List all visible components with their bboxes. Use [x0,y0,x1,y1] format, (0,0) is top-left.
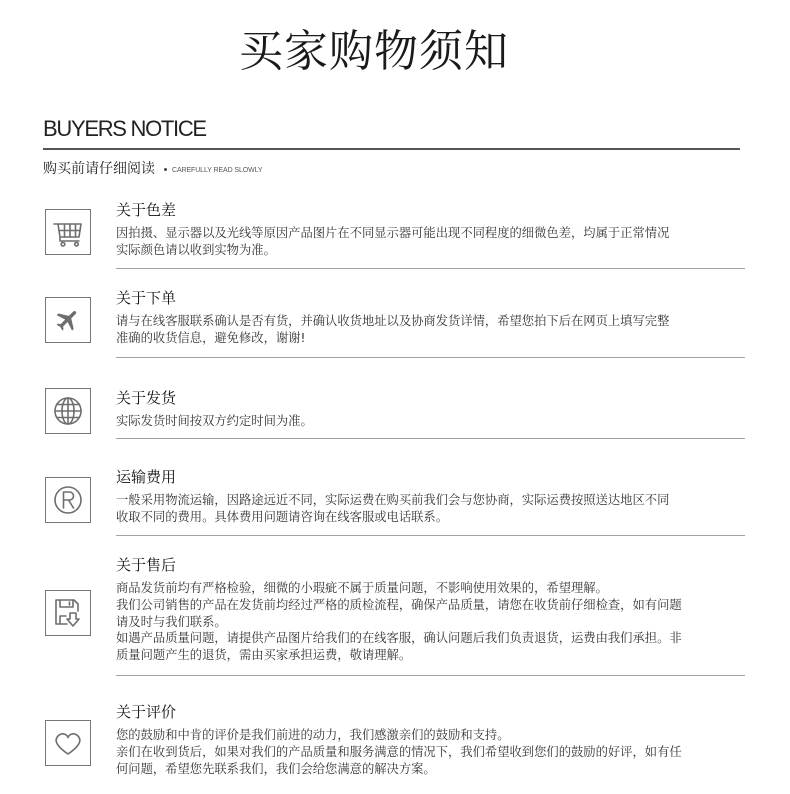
section-title: 运输费用 [116,468,177,486]
page-title: 买家购物须知 [239,26,509,77]
body-line: 商品发货前均有严格检验，细微的小瑕疵不属于质量问题，不影响使用效果的，希望理解。 [116,581,608,595]
globe-icon [45,388,91,434]
section-title: 关于发货 [116,389,177,407]
body-line: 质量问题产生的退货，需由买家承担运费，敬请理解。 [116,648,412,662]
body-line: 准确的收货信息，避免修改，谢谢! [116,331,306,345]
body-line: 实际颜色请以收到实物为准。 [116,243,276,257]
notice-section-shipping-cost [0,468,790,524]
section-title: 关于售后 [116,556,177,574]
shopping-cart-icon [45,209,91,255]
notice-section-reviews [0,703,790,776]
section-body [116,580,682,664]
section-divider [116,675,745,676]
body-line: 一般采用物流运输，因路途远近不同，实际运费在购买前我们会与您协商，实际运费按照送达地区不同 [116,493,670,507]
section-body [116,313,669,347]
notice-section-color-difference [0,201,790,257]
body-line: 您的鼓励和中肯的评价是我们前进的动力，我们感激亲们的鼓励和支持。 [116,728,510,742]
body-line: 如遇产品质量问题，请提供产品图片给我们的在线客服，确认问题后我们负责退货，运费由我们承担。非 [116,631,682,646]
section-body [116,225,669,259]
bullet-dot [164,168,167,171]
body-line: 实际发货时间按双方约定时间为准。 [116,414,313,428]
section-body [116,727,682,778]
english-heading: BUYERS NOTICE [43,116,206,141]
airplane-icon [45,297,91,343]
section-title: 关于评价 [116,703,177,721]
heart-icon [45,720,91,766]
registered-icon [45,477,91,523]
section-divider [116,535,745,536]
save-download-icon [45,590,91,636]
section-body [116,492,669,526]
notice-section-after-sales [0,556,790,662]
subheading-english: CAREFULLY READ SLOWLY [172,166,263,174]
section-body [116,413,313,430]
body-line: 请及时与我们联系。 [116,614,227,629]
body-line: 亲们在收到货后，如果对我们的产品质量和服务满意的情况下，我们希望收到您们的鼓励的好评，如有任 [116,745,682,759]
section-title: 关于下单 [116,289,177,307]
notice-section-ordering [0,289,790,345]
section-divider [116,268,745,269]
subheading-chinese: 购买前请仔细阅读 [43,161,155,177]
body-line: 我们公司销售的产品在发货前均经过严格的质检流程，确保产品质量，请您在收货前仔细检查，如有问题 [116,597,682,612]
section-title: 关于色差 [116,201,177,219]
section-divider [116,438,745,439]
heading-rule [43,148,740,150]
notice-section-shipping [0,389,790,428]
body-line: 何问题，希望您先联系我们，我们会给您满意的解决方案。 [116,762,436,776]
subheading-row [43,160,262,178]
body-line: 因拍摄、显示器以及光线等原因产品图片在不同显示器可能出现不同程度的细微色差，均属于正常情况 [116,226,670,240]
section-divider [116,357,745,358]
body-line: 收取不同的费用。具体费用问题请咨询在线客服或电话联系。 [116,510,449,524]
body-line: 请与在线客服联系确认是否有货，并确认收货地址以及协商发货详情，希望您拍下后在网页上填写完整 [116,314,670,328]
